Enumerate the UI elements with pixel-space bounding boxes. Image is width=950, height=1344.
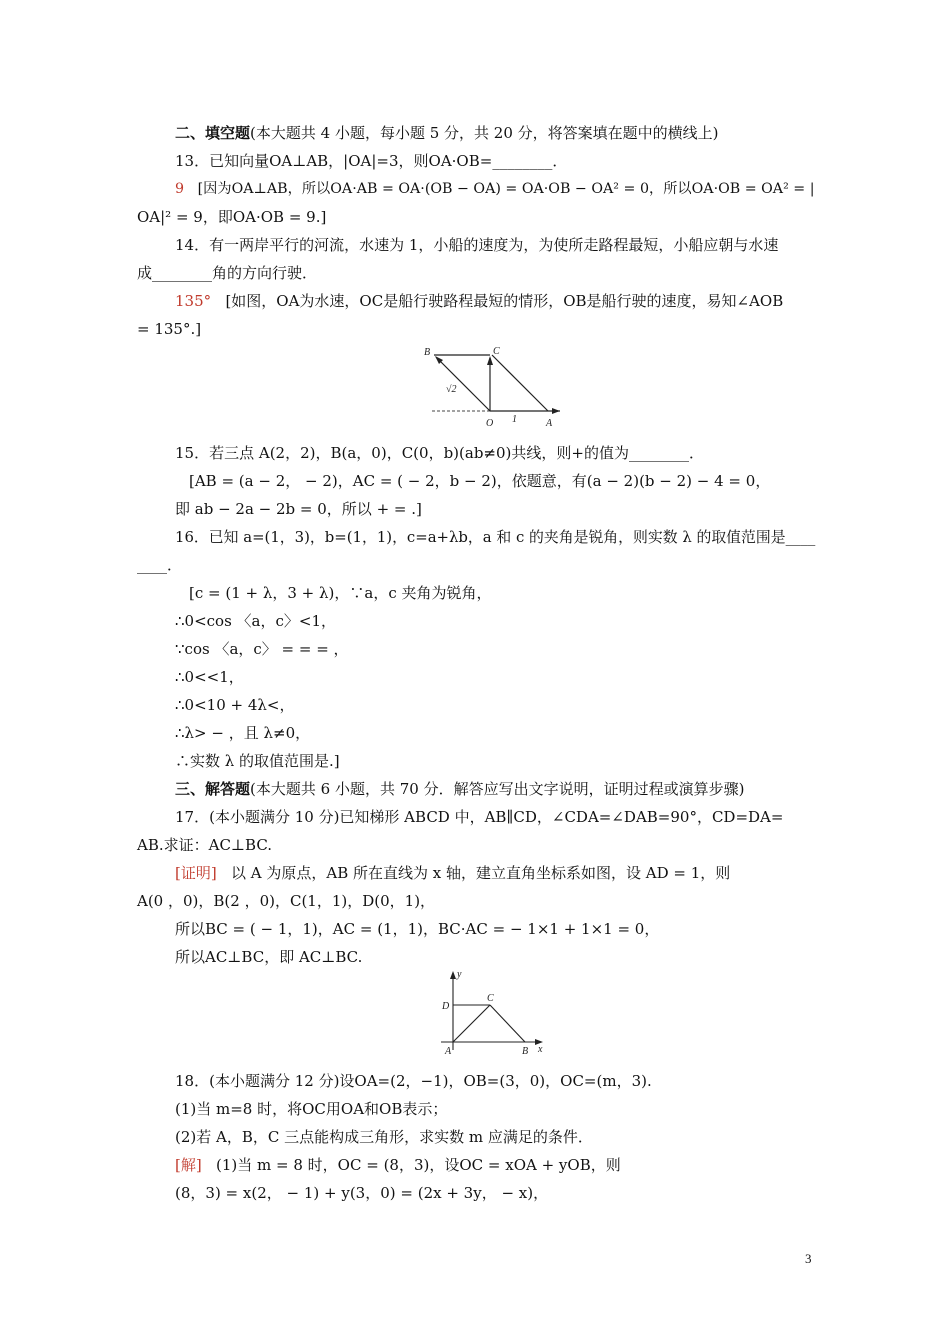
q17-proof-tag: [证明] — [175, 864, 217, 882]
q18-solution-tag: [解] — [175, 1156, 202, 1174]
q16-solution-4: ∴0<<1， — [175, 668, 244, 686]
section2-note: (本大题共 4 小题，每小题 5 分，共 20 分，将答案填在题中的横线上) — [250, 124, 719, 142]
q14-solution-1: [如图，OA为水速，OC是船行驶路程最短的情形，OB是船行驶的速度，易知∠AOB — [225, 292, 784, 310]
q17-coordinate-figure — [435, 968, 550, 1060]
q13-solution-1: [因为OA⊥AB，所以OA·AB = OA·(OB − OA) = OA·OB − OA² = 0，所以OA·OB = OA² = | — [197, 181, 815, 197]
q16-solution-7: ∴实数 λ 的取值范围是.] — [175, 752, 340, 770]
q17-proof-2: A(0 ，0)，B(2 ，0)，C(1，1)，D(0，1)， — [137, 892, 436, 910]
q17-question-1: 17．(本小题满分 10 分)已知梯形 ABCD 中，AB∥CD，∠CDA=∠DAB=90°，CD=DA= — [175, 808, 784, 826]
section3-heading-line — [175, 779, 744, 799]
q13-question: 13．已知向量OA⊥AB，|OA|=3，则OA·OB=________． — [175, 152, 568, 170]
q16-solution-1: [c = (1 + λ，3 + λ)，∵a，c 夹角为锐角， — [189, 584, 492, 602]
arrow-c-icon — [487, 356, 493, 365]
y-arrow-icon — [450, 971, 456, 979]
q17-question-2: AB.求证：AC⊥BC. — [137, 836, 273, 854]
label-b: B — [522, 1046, 529, 1057]
q17-proof-1: 以 A 为原点，AB 所在直线为 x 轴，建立直角坐标系如图，设 AD = 1，则 — [231, 864, 731, 882]
q15-solution-1: [AB = (a − 2， − 2)，AC = ( − 2，b − 2)，依题意，有(a − 2)(b − 2) − 4 = 0， — [189, 472, 771, 490]
q17-proof-4: 所以AC⊥BC，即 AC⊥BC. — [175, 948, 363, 966]
q16-solution-2: ∴0<cos 〈a，c〉<1， — [175, 612, 337, 630]
q18-question-1: 18．(本小题满分 12 分)设OA=(2，−1)，OB=(3，0)，OC=(m，3). — [175, 1072, 652, 1090]
q14-solution-2: = 135°.] — [137, 320, 202, 338]
label-c: C — [487, 993, 494, 1004]
q14-solution-line1 — [175, 291, 783, 311]
q16-solution-5: ∴0<10 + 4λ<， — [175, 696, 295, 714]
q16-solution-6: ∴λ> − ，且 λ≠0， — [175, 724, 311, 742]
section2-heading-line — [175, 123, 719, 143]
section3-heading: 三、解答题 — [175, 780, 251, 798]
q14-question-2: 成________角的方向行驶． — [137, 264, 318, 282]
label-x: x — [538, 1044, 543, 1055]
q15-question: 15．若三点 A(2，2)，B(a，0)，C(0，b)(ab≠0)共线，则+的值为________． — [175, 444, 704, 462]
vector-ob — [436, 357, 490, 411]
label-y: y — [457, 969, 462, 980]
line-ca — [492, 355, 548, 411]
label-1: 1 — [512, 414, 517, 425]
q14-vector-figure — [420, 342, 570, 430]
label-a: A — [546, 418, 553, 429]
q17-proof-3: 所以BC = ( − 1，1)，AC = (1，1)，BC·AC = − 1×1 + 1×1 = 0， — [175, 920, 660, 938]
q18-question-3: (2)若 A，B，C 三点能构成三角形，求实数 m 应满足的条件． — [175, 1128, 593, 1146]
label-o: O — [486, 418, 494, 429]
q13-solution-2: OA|² = 9，即OA·OB = 9.] — [137, 208, 327, 226]
section3-note: (本大题共 6 小题，共 70 分．解答应写出文字说明，证明过程或演算步骤) — [250, 780, 745, 798]
label-d: D — [442, 1001, 450, 1012]
q18-question-2: (1)当 m=8 时，将OC用OA和OB表示； — [175, 1100, 448, 1118]
q13-solution-line1 — [175, 179, 815, 199]
q16-solution-3: ∵cos 〈a，c〉 = = = ， — [175, 640, 349, 658]
label-b: B — [424, 347, 431, 358]
segment-cb — [490, 1005, 525, 1042]
q14-question-1: 14．有一两岸平行的河流，水速为 1，小船的速度为，为使所走路程最短，小船应朝与水速 — [175, 236, 779, 254]
q18-solution-line1 — [175, 1155, 621, 1175]
label-c: C — [493, 346, 500, 357]
page-number: 3 — [805, 1251, 812, 1266]
label-sqrt2: √2 — [446, 384, 457, 395]
segment-ac — [453, 1005, 490, 1042]
q15-solution-2: 即 ab − 2a − 2b = 0，所以 + = .] — [175, 500, 422, 518]
q13-answer: 9 — [175, 181, 185, 197]
q18-solution-1: (1)当 m = 8 时，OC = (8，3)，设OC = xOA + yOB，则 — [216, 1156, 621, 1174]
q18-solution-2: (8，3) = x(2， − 1) + y(3，0) = (2x + 3y， − x)， — [175, 1184, 549, 1202]
q16-question-1: 16．已知 a=(1，3)，b=(1，1)，c=a+λb，a 和 c 的夹角是锐角，则实数 λ 的取值范围是____ — [175, 528, 816, 546]
q17-proof-line1 — [175, 863, 730, 883]
q16-question-2: ____． — [137, 556, 183, 574]
section2-heading: 二、填空题 — [175, 124, 251, 142]
label-a: A — [445, 1046, 452, 1057]
arrow-a-icon — [552, 408, 560, 414]
q14-answer: 135° — [175, 292, 212, 310]
